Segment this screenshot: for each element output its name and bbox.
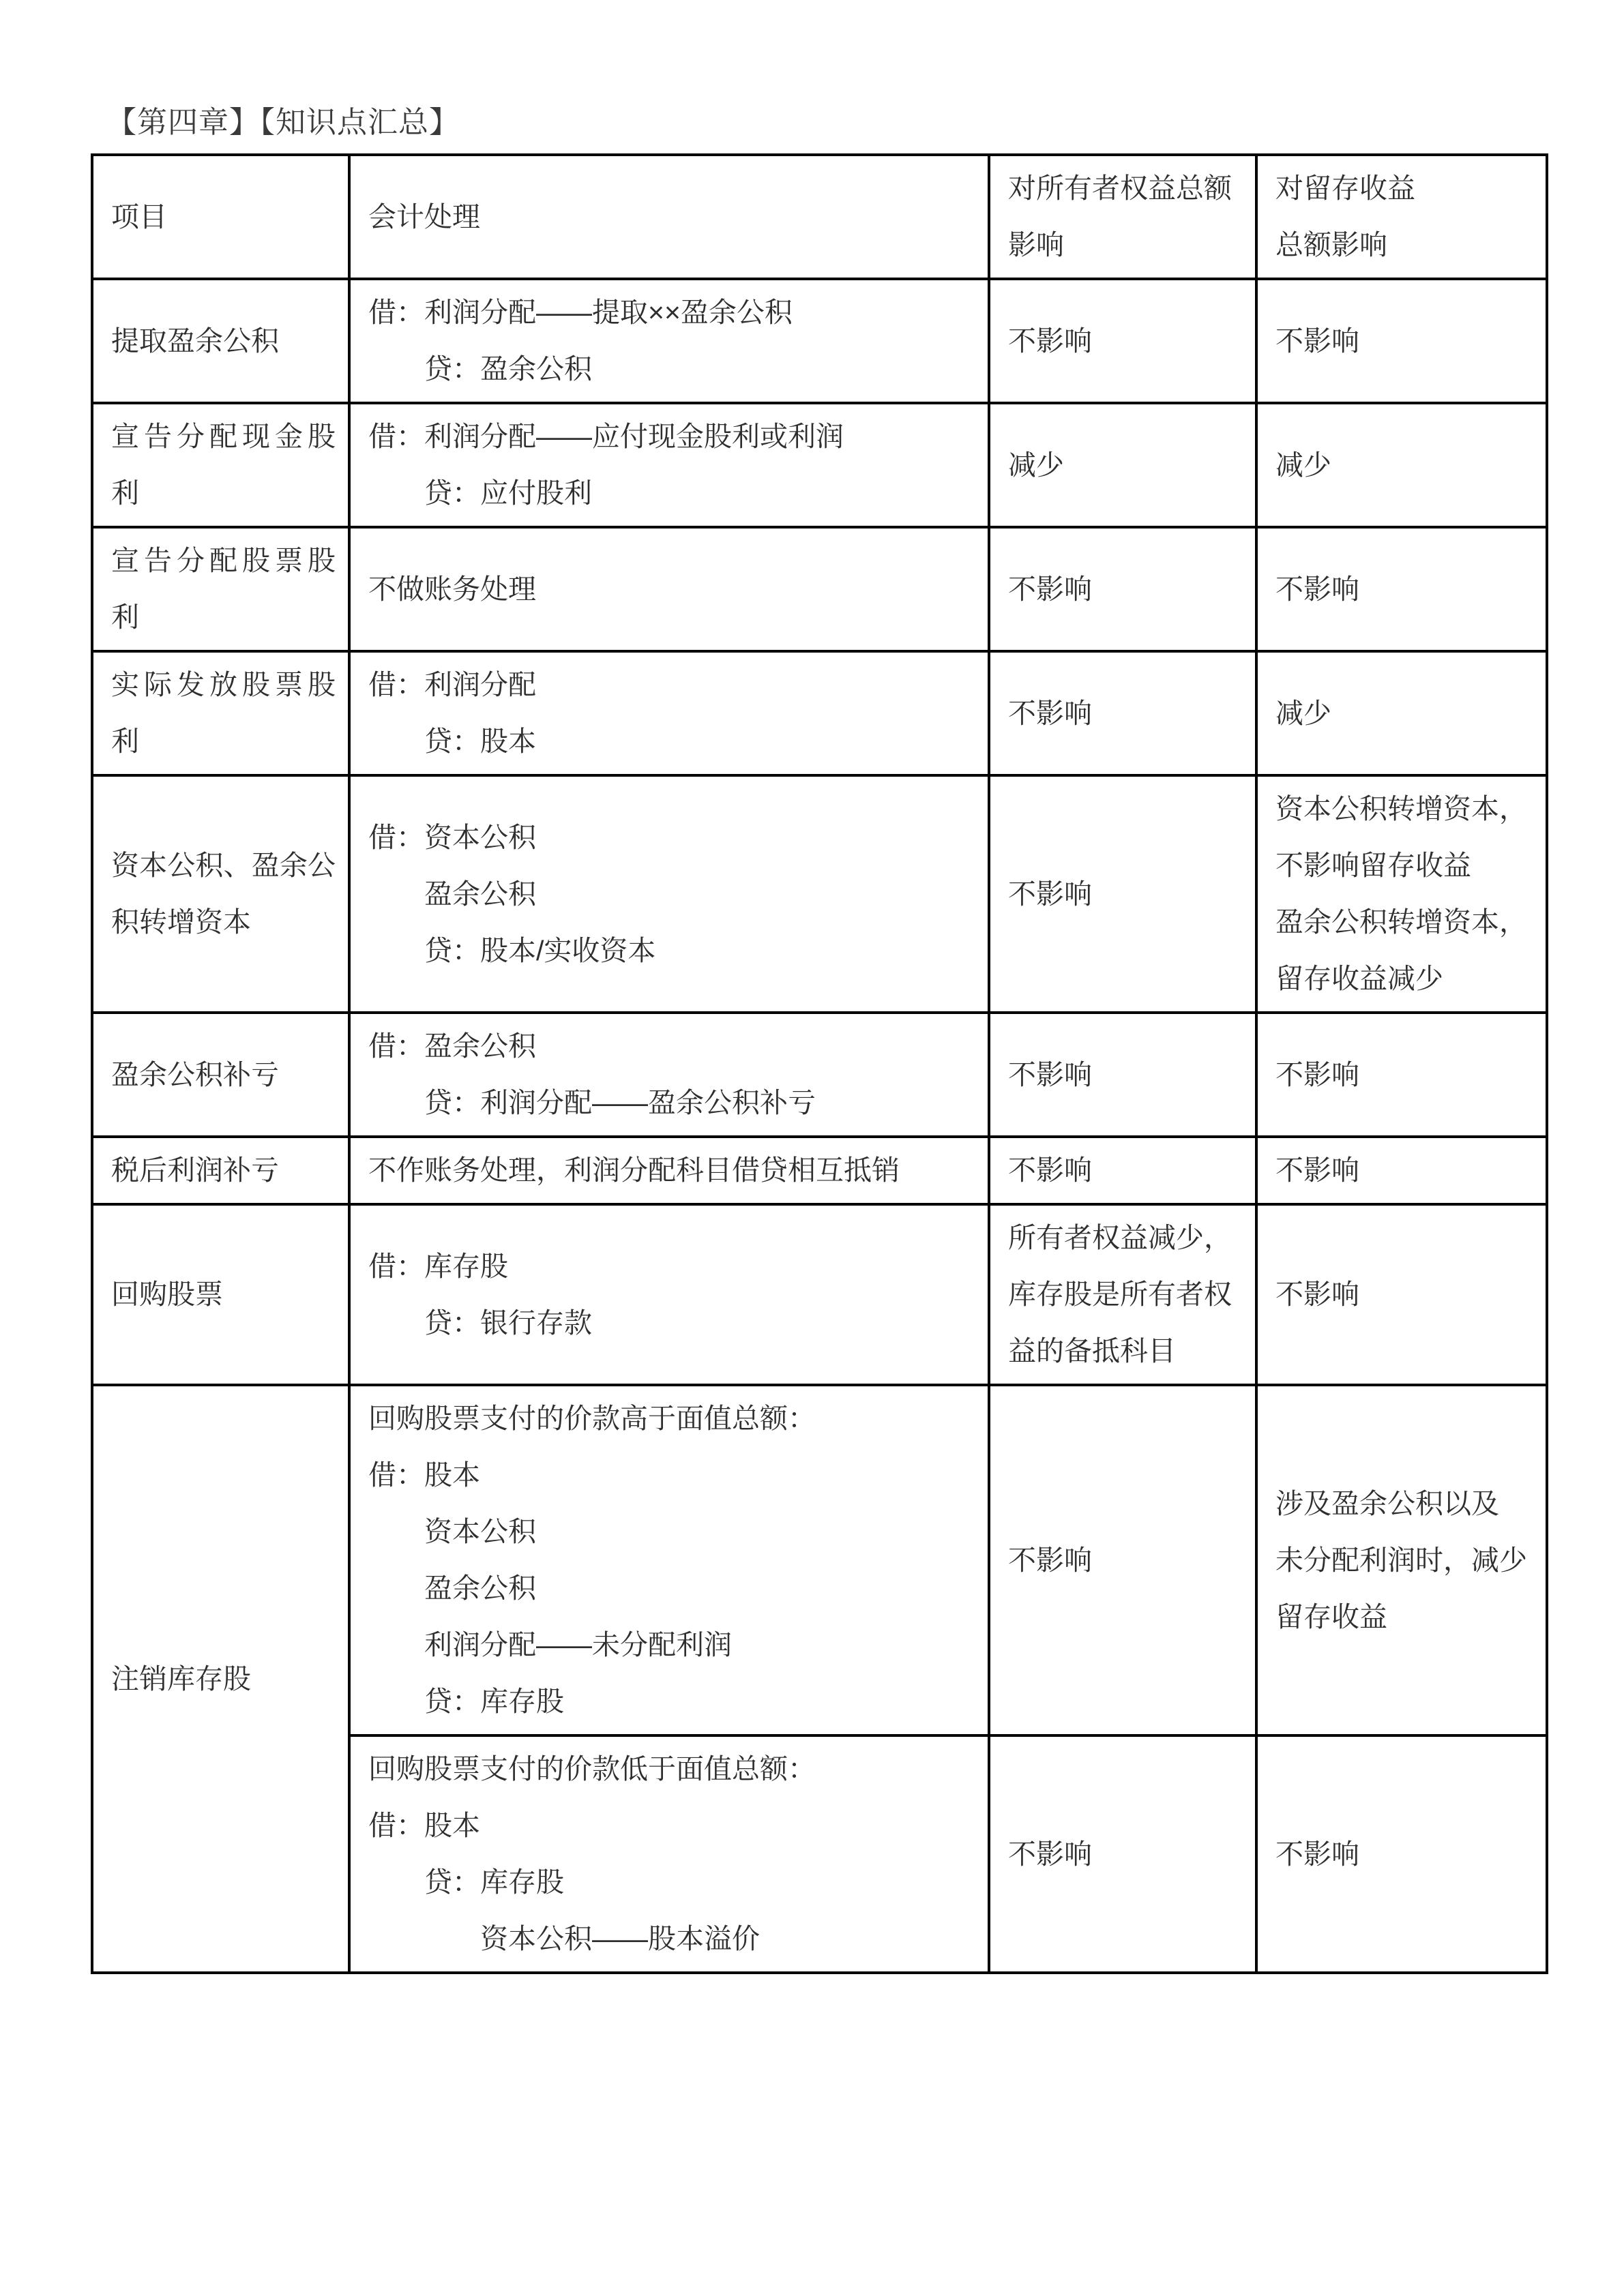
- equity-effect-cell: [989, 279, 1256, 403]
- item-cell: [92, 651, 349, 775]
- header-label: 总额影响: [1275, 229, 1387, 260]
- item-label: 利: [111, 601, 139, 633]
- effect-text: 不影响: [1275, 1279, 1359, 1310]
- effect-text: 不影响: [1008, 697, 1092, 729]
- header-cell-retained-effect: [1256, 155, 1547, 279]
- entry-line: 借：盈余公积: [368, 1030, 536, 1062]
- header-label: 会计处理: [368, 200, 480, 233]
- retained-effect-cell: [1256, 775, 1547, 1013]
- item-cell: [92, 775, 349, 1013]
- item-cell: [92, 1137, 349, 1204]
- effect-text: 不影响: [1008, 1058, 1092, 1090]
- header-cell-equity-effect: [989, 155, 1256, 279]
- item-label: 注销库存股: [111, 1663, 251, 1695]
- effect-text: 减少: [1275, 449, 1331, 481]
- item-label: 盈余公积补亏: [111, 1058, 279, 1090]
- treatment-cell: [349, 403, 989, 527]
- table-row: [92, 651, 1547, 775]
- item-label: 资本公积、盈余公: [111, 850, 336, 881]
- effect-text: 不影响留存收益: [1275, 850, 1471, 881]
- equity-effect-cell: [989, 775, 1256, 1013]
- item-label: 实际发放股票股: [111, 669, 336, 700]
- effect-text: 未分配利润时，减少: [1275, 1544, 1527, 1576]
- treatment-cell: [349, 1204, 989, 1385]
- treatment-cell: [349, 1013, 989, 1137]
- entry-line: 借：库存股: [368, 1250, 508, 1282]
- entry-line: 贷：库存股: [424, 1686, 564, 1717]
- effect-text: 不影响: [1008, 1154, 1092, 1186]
- effect-text: 不影响: [1275, 325, 1359, 357]
- effect-text: 不影响: [1008, 1544, 1092, 1576]
- retained-effect-cell: [1256, 1013, 1547, 1137]
- retained-effect-cell: [1256, 651, 1547, 775]
- effect-text: 益的备抵科目: [1008, 1335, 1176, 1367]
- header-label: 对所有者权益总额: [1008, 173, 1232, 204]
- treatment-cell: [349, 1735, 989, 1973]
- item-label: 回购股票: [111, 1279, 223, 1310]
- effect-text: 不影响: [1275, 1058, 1359, 1090]
- table-row: [92, 1137, 1547, 1204]
- entry-line: 盈余公积: [424, 878, 536, 910]
- effect-text: 留存收益: [1275, 1600, 1387, 1632]
- entry-line: 借：利润分配——应付现金股利或利润: [368, 421, 844, 452]
- entry-line: 借：利润分配: [368, 669, 536, 700]
- item-label: 税后利润补亏: [111, 1154, 279, 1186]
- effect-text: 不影响: [1008, 878, 1092, 910]
- header-label: 影响: [1008, 229, 1064, 260]
- entry-line: 贷：股本: [424, 726, 536, 757]
- entry-line: 回购股票支付的价款高于面值总额：: [368, 1403, 816, 1434]
- retained-effect-cell: [1256, 1385, 1547, 1735]
- equity-effect-cell: [989, 651, 1256, 775]
- table-row: [92, 775, 1547, 1013]
- effect-text: 不影响: [1275, 573, 1359, 605]
- table-row: [92, 403, 1547, 527]
- item-cell: [92, 527, 349, 651]
- entry-line: 借：利润分配——提取××盈余公积: [368, 297, 793, 328]
- entry-line: 贷：利润分配——盈余公积补亏: [424, 1087, 816, 1118]
- effect-text: 所有者权益减少，: [1008, 1222, 1232, 1253]
- header-cell-treatment: [349, 155, 989, 279]
- effect-text: 不影响: [1275, 1838, 1359, 1870]
- effect-text: 涉及盈余公积以及: [1275, 1487, 1499, 1519]
- retained-effect-cell: [1256, 1735, 1547, 1973]
- treatment-cell: [349, 651, 989, 775]
- effect-text: 库存股是所有者权: [1008, 1279, 1232, 1310]
- retained-effect-cell: [1256, 1204, 1547, 1385]
- knowledge-summary-table: [91, 153, 1548, 1974]
- effect-text: 不影响: [1275, 1154, 1359, 1186]
- entry-line: 贷：银行存款: [424, 1307, 592, 1339]
- item-label: 利: [111, 477, 139, 509]
- equity-effect-cell: [989, 1204, 1256, 1385]
- entry-line: 资本公积: [424, 1516, 536, 1547]
- entry-line: 回购股票支付的价款低于面值总额：: [368, 1753, 816, 1785]
- effect-text: 减少: [1008, 449, 1064, 481]
- equity-effect-cell: [989, 1013, 1256, 1137]
- effect-text: 留存收益减少: [1275, 963, 1443, 994]
- equity-effect-cell: [989, 1137, 1256, 1204]
- table-row: [92, 279, 1547, 403]
- entry-line: 不作账务处理，利润分配科目借贷相互抵销: [368, 1154, 900, 1186]
- item-cell: [92, 1013, 349, 1137]
- item-cell: [92, 279, 349, 403]
- retained-effect-cell: [1256, 279, 1547, 403]
- entry-line: 借：股本: [368, 1459, 480, 1491]
- equity-effect-cell: [989, 403, 1256, 527]
- entry-line: 盈余公积: [424, 1572, 536, 1604]
- equity-effect-cell: [989, 1385, 1256, 1735]
- item-cell: [92, 403, 349, 527]
- effect-text: 盈余公积转增资本，: [1275, 906, 1527, 938]
- item-label: 宣告分配现金股: [111, 421, 336, 452]
- effect-text: 不影响: [1008, 573, 1092, 605]
- item-cell: [92, 1385, 349, 1973]
- entry-line: 贷：盈余公积: [424, 353, 592, 385]
- item-label: 积转增资本: [111, 906, 251, 938]
- table-row: [92, 1385, 1547, 1735]
- retained-effect-cell: [1256, 1137, 1547, 1204]
- header-cell-item: [92, 155, 349, 279]
- equity-effect-cell: [989, 527, 1256, 651]
- entry-line: 不做账务处理: [368, 573, 536, 605]
- table-row: [92, 1204, 1547, 1385]
- item-cell: [92, 1204, 349, 1385]
- entry-line: 利润分配——未分配利润: [424, 1629, 732, 1660]
- entry-line: 贷：应付股利: [424, 477, 592, 509]
- table-header-row: [92, 155, 1547, 279]
- header-label: 项目: [111, 200, 167, 233]
- effect-text: 不影响: [1008, 1838, 1092, 1870]
- treatment-cell: [349, 1385, 989, 1735]
- effect-text: 不影响: [1008, 325, 1092, 357]
- table-row: [92, 1013, 1547, 1137]
- treatment-cell: [349, 1137, 989, 1204]
- item-label: 利: [111, 726, 139, 757]
- entry-line: 借：股本: [368, 1810, 480, 1841]
- entry-line: 资本公积——股本溢价: [480, 1923, 760, 1954]
- retained-effect-cell: [1256, 403, 1547, 527]
- item-label: 宣告分配股票股: [111, 545, 336, 576]
- entry-line: 贷：股本/实收资本: [424, 934, 656, 966]
- treatment-cell: [349, 775, 989, 1013]
- entry-line: 借：资本公积: [368, 821, 536, 853]
- header-label: 对留存收益: [1275, 173, 1415, 204]
- table-row: [92, 527, 1547, 651]
- item-label: 提取盈余公积: [111, 325, 279, 357]
- equity-effect-cell: [989, 1735, 1256, 1973]
- page-title: 【第四章】【知识点汇总】: [106, 106, 460, 139]
- treatment-cell: [349, 279, 989, 403]
- retained-effect-cell: [1256, 527, 1547, 651]
- entry-line: 贷：库存股: [424, 1866, 564, 1898]
- effect-text: 减少: [1275, 697, 1331, 729]
- effect-text: 资本公积转增资本，: [1275, 793, 1527, 824]
- treatment-cell: [349, 527, 989, 651]
